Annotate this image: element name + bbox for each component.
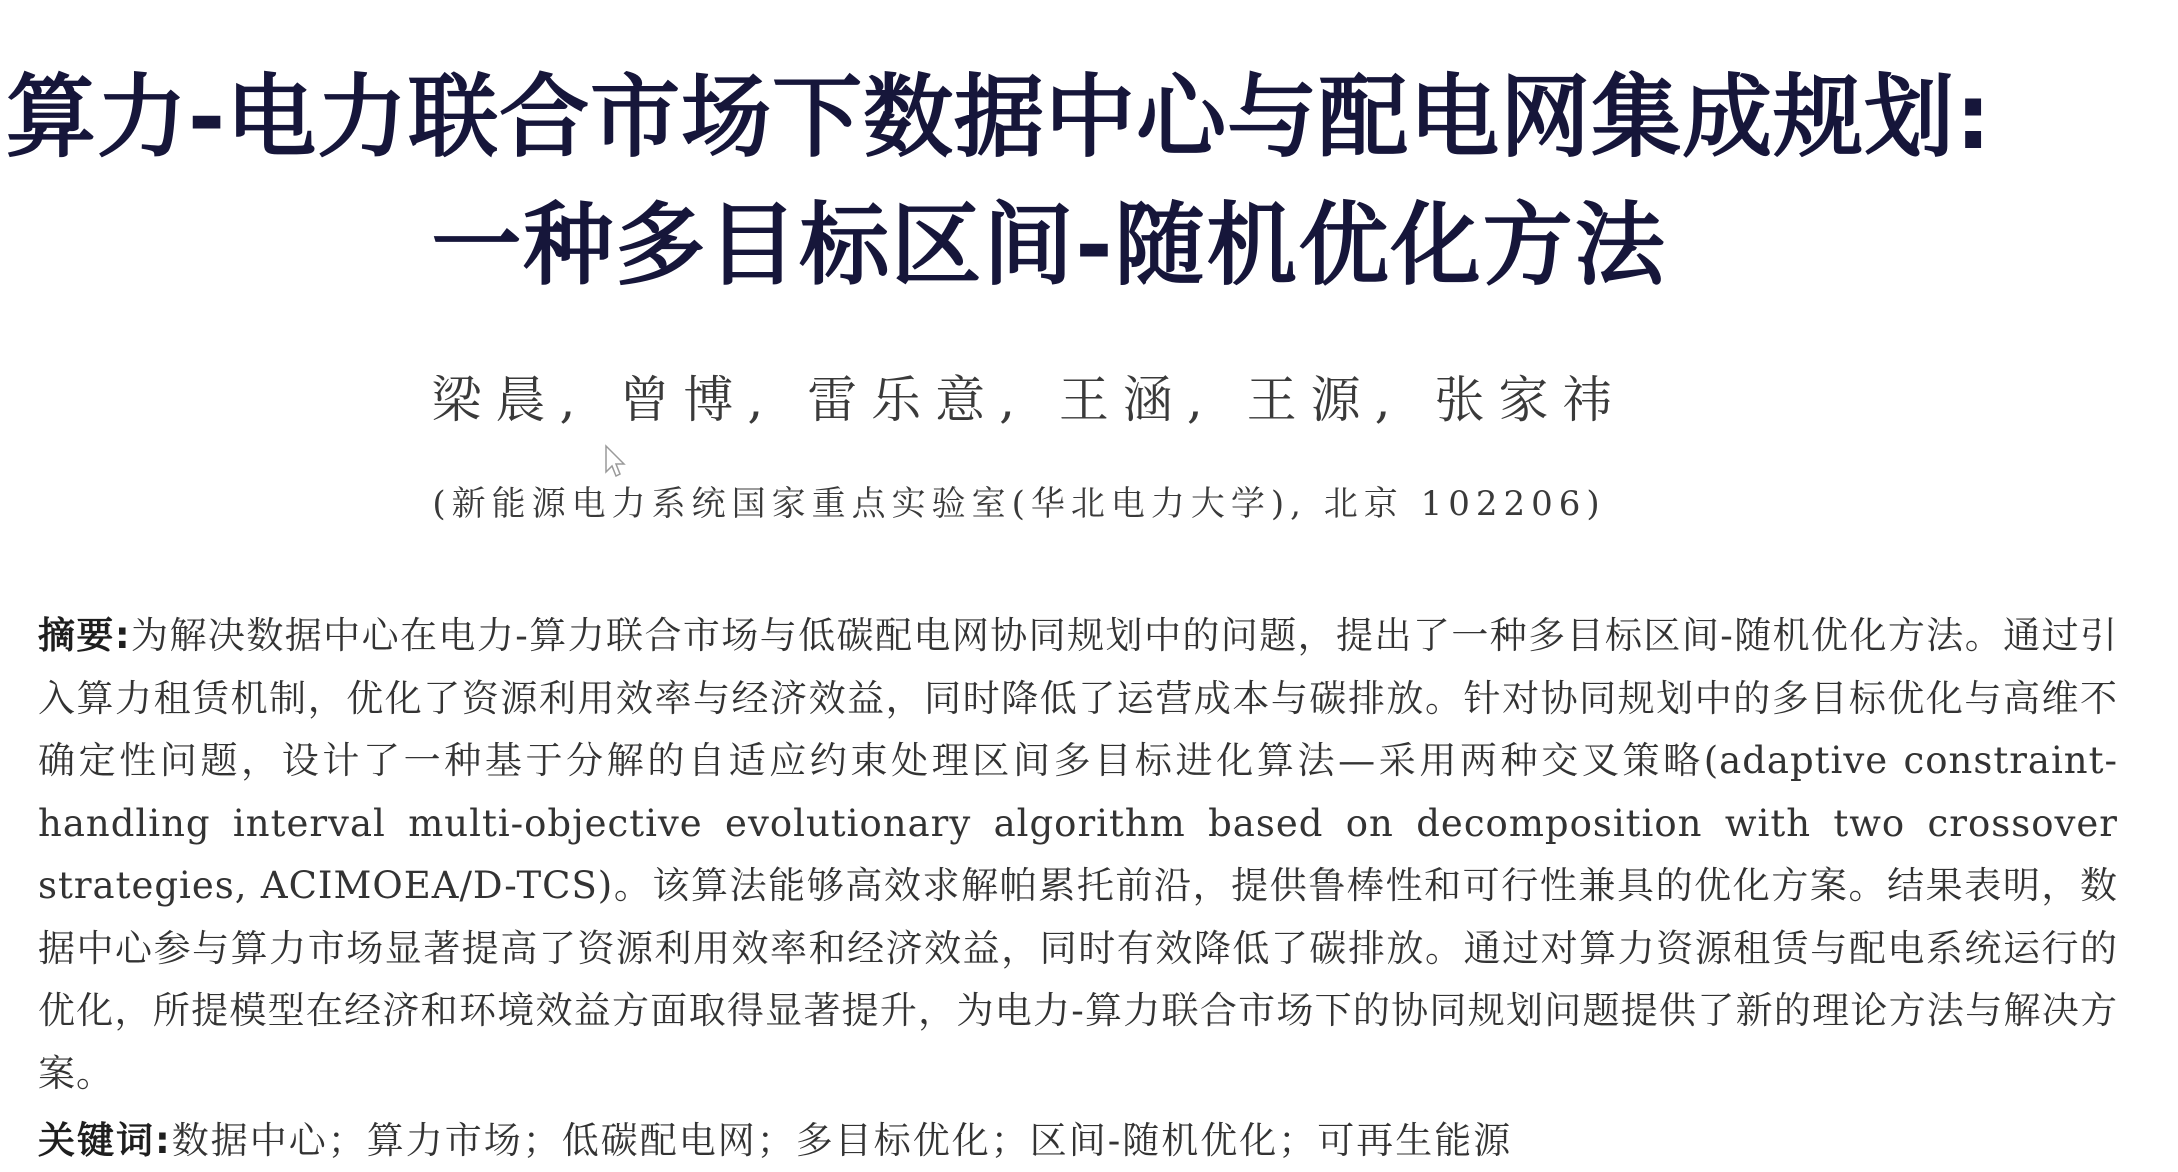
- abstract-label: 摘要:: [38, 614, 131, 657]
- paper-title-line-2: 一种多目标区间-随机优化方法: [431, 193, 1667, 298]
- keywords-text: 数据中心；算力市场；低碳配电网；多目标优化；区间-随机优化；可再生能源: [171, 1119, 1513, 1162]
- keywords-label: 关键词:: [38, 1119, 172, 1162]
- paper-title-line-1: 算力-电力联合市场下数据中心与配电网集成规划:: [5, 65, 1993, 170]
- abstract: [38, 605, 2118, 1105]
- author-list: 梁晨, 曾博, 雷乐意, 王涵, 王源, 张家祎: [431, 371, 1627, 429]
- affiliation: (新能源电力系统国家重点实验室(华北电力大学), 北京 102206): [432, 484, 1606, 524]
- abstract-text: 为解决数据中心在电力-算力联合市场与低碳配电网协同规划中的问题，提出了一种多目标区间-随机优化方法。通过引入算力租赁机制，优化了资源利用效率与经济效益，同时降低了运营成本与碳排放。针对协同规划中的多目标优化与高维不确定性问题，设计了一种基于分解的自适应约束处理区间多目标进化算法—采用两种交叉策略(adaptive constraint-handling interval multi-objective evolutionary algorithm based on decomposition with two crossover strategies, ACIMOEA/D-TCS)。该算法能够高效求解帕累托前沿，提供鲁棒性和可行性兼具的优化方案。结果表明，数据中心参与算力市场显著提高了资源利用效率和经济效益，同时有效降低了碳排放。通过对算力资源租赁与配电系统运行的优化，所提模型在经济和环境效益方面取得显著提升，为电力-算力联合市场下的协同规划问题提供了新的理论方法与解决方案。: [38, 614, 2118, 1095]
- mouse-pointer-icon: [604, 444, 628, 480]
- keywords: [38, 1110, 2118, 1164]
